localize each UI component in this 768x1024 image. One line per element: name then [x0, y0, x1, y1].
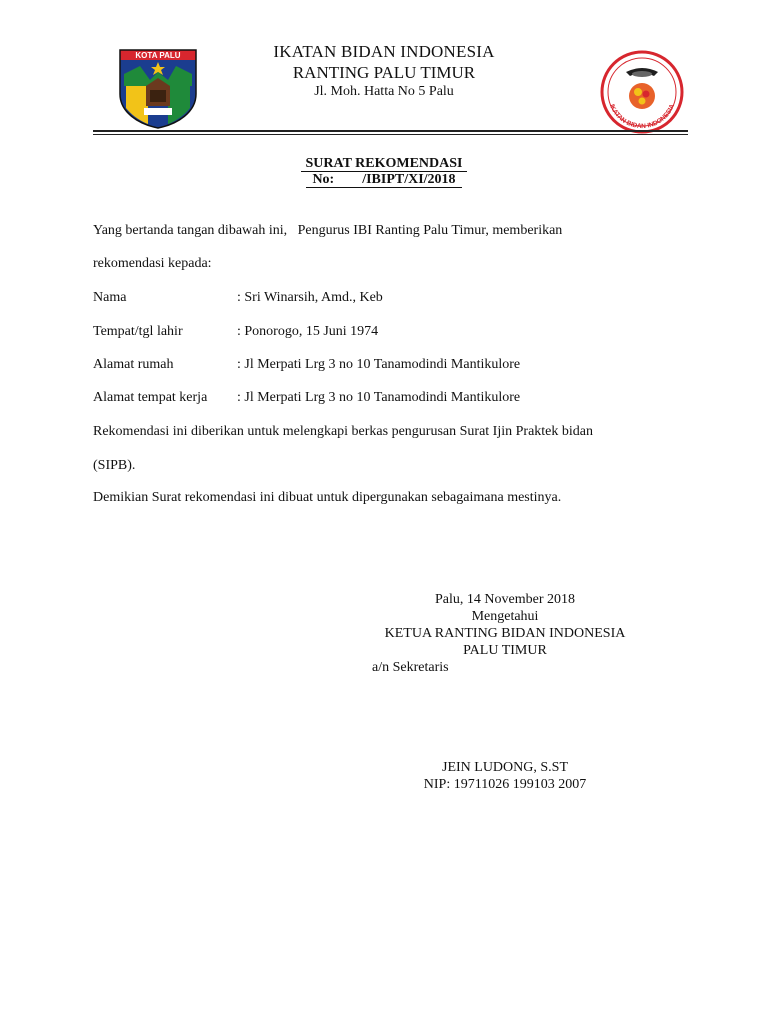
intro-line-2: rekomendasi kepada:: [93, 256, 212, 271]
field-label-birth: Tempat/tgl lahir: [93, 324, 183, 339]
body-line-1: Rekomendasi ini diberikan untuk melengkapi berkas pengurusan Surat Ijin Praktek bidan: [93, 424, 593, 439]
field-value-home-address: : Jl Merpati Lrg 3 no 10 Tanamodindi Mantikulore: [237, 357, 521, 372]
right-logo-label: IKATAN BIDAN INDONESIA: [607, 103, 677, 131]
letter-title-text: SURAT REKOMENDASI: [301, 156, 466, 172]
signature-position-2: PALU TIMUR: [463, 643, 547, 658]
signature-position-1: KETUA RANTING BIDAN INDONESIA: [384, 626, 626, 641]
organization-name: IKATAN BIDAN INDONESIA: [273, 42, 495, 61]
field-value-birth: : Ponorogo, 15 Juni 1974: [237, 324, 379, 339]
organization-branch: RANTING PALU TIMUR: [292, 63, 476, 82]
signatory-nip: NIP: 19711026 199103 2007: [423, 777, 587, 792]
field-value-name: : Sri Winarsih, Amd., Keb: [237, 290, 383, 305]
field-label-home-address: Alamat rumah: [93, 357, 174, 372]
signatory-name: JEIN LUDONG, S.ST: [442, 760, 568, 775]
field-value-work-address: : Jl Merpati Lrg 3 no 10 Tanamodindi Mantikulore: [237, 390, 521, 405]
body-line-2: (SIPB).: [93, 458, 136, 473]
field-label-work-address: Alamat tempat kerja: [93, 390, 208, 405]
header-divider-thick: [93, 130, 688, 132]
signature-place-date: Palu, 14 November 2018: [435, 592, 575, 607]
field-label-name: Nama: [93, 290, 127, 305]
signature-acknowledged: Mengetahui: [471, 609, 539, 624]
header-divider-thin: [93, 134, 688, 135]
letter-title: [0, 156, 768, 172]
closing-line: Demikian Surat rekomendasi ini dibuat untuk dipergunakan sebagaimana mestinya.: [93, 490, 562, 505]
letter-number: [0, 172, 768, 188]
organization-address: Jl. Moh. Hatta No 5 Palu: [314, 84, 454, 99]
left-logo-label: KOTA PALU: [135, 51, 181, 60]
letter-number-text: No: /IBIPT/XI/2018: [306, 172, 461, 188]
intro-line-1: Yang bertanda tangan dibawah ini, Pengurus IBI Ranting Palu Timur, memberikan: [93, 223, 563, 238]
signature-on-behalf: a/n Sekretaris: [372, 660, 449, 675]
